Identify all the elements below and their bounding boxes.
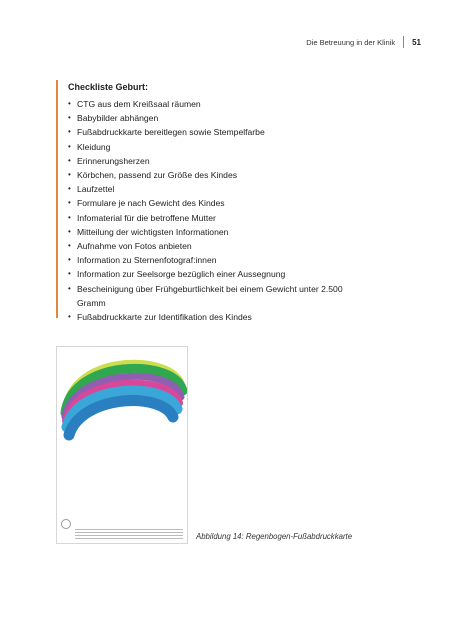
checklist-item: • Fußabdruckkarte zur Identifikation des Kindes <box>68 310 356 324</box>
checklist-box <box>56 80 356 323</box>
checklist-item: • Aufnahme von Fotos anbieten <box>68 239 356 253</box>
running-head <box>306 36 421 48</box>
checklist-item: • Babybilder abhängen <box>68 111 356 125</box>
checklist-item: • Laufzettel <box>68 182 356 196</box>
fine-print-line <box>75 538 183 539</box>
page-number: 51 <box>412 37 421 47</box>
footprint-card-image <box>56 346 188 544</box>
fine-print-line <box>75 535 183 536</box>
checklist-item: • Infomaterial für die betroffene Mutter <box>68 211 356 225</box>
checklist-item: • Mitteilung der wichtigsten Informationen <box>68 225 356 239</box>
checklist-list <box>68 97 356 324</box>
checklist-item: • Information zu Sternenfotograf:innen <box>68 253 356 267</box>
checklist-item: • Bescheinigung über Frühgeburtlichkeit bei einem Gewicht unter 2.500 Gramm <box>68 282 356 310</box>
seal-icon <box>61 519 71 529</box>
section-title: Die Betreuung in der Klinik <box>306 37 396 47</box>
checklist-item: • CTG aus dem Kreißsaal räumen <box>68 97 356 111</box>
checklist-title: Checkliste Geburt: <box>68 82 149 92</box>
fine-print-line <box>75 529 183 530</box>
checklist-item: • Formulare je nach Gewicht des Kindes <box>68 196 356 210</box>
checklist-item: • Kleidung <box>68 140 356 154</box>
checklist-item: • Erinnerungsherzen <box>68 154 356 168</box>
checklist-item: • Fußabdruckkarte bereitlegen sowie Stempelfarbe <box>68 125 356 139</box>
figure-caption: Abbildung 14: Regenbogen-Fußabdruckkarte <box>196 532 353 541</box>
header-divider <box>403 36 404 48</box>
checklist-item: • Körbchen, passend zur Größe des Kindes <box>68 168 356 182</box>
card-footer <box>61 511 183 539</box>
checklist-item: • Information zur Seelsorge bezüglich einer Aussegnung <box>68 267 356 281</box>
card-fine-print <box>75 529 183 539</box>
fine-print-line <box>75 532 183 533</box>
